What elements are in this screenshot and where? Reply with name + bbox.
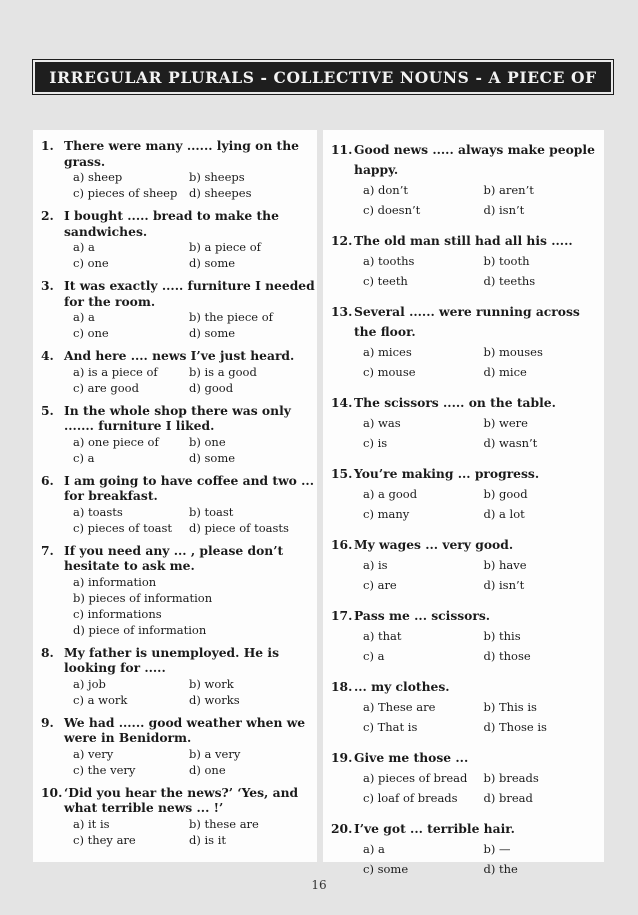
options-row — [73, 520, 317, 536]
answer-option: a) information — [73, 574, 157, 589]
answer-option: d) mice — [483, 365, 527, 379]
answer-option: d) some — [189, 450, 236, 465]
answer-option: c) some — [363, 862, 409, 876]
question-number: 5. — [41, 402, 54, 418]
answer-option: b) tooth — [483, 254, 530, 268]
answer-options — [331, 484, 604, 524]
answer-options — [41, 574, 317, 638]
question-text — [41, 138, 317, 169]
answer-option: c) mouse — [363, 365, 416, 379]
options-row — [73, 325, 317, 341]
answer-option: b) have — [483, 558, 527, 572]
answer-option: b) breads — [483, 771, 539, 785]
question-prompt: There were many ...... lying on the grass. — [64, 138, 299, 169]
question-text — [331, 302, 604, 342]
question-number: 7. — [41, 542, 54, 558]
question-item — [331, 819, 604, 879]
options-row — [73, 692, 317, 708]
question-item — [331, 606, 604, 666]
question-number: 16. — [331, 537, 353, 552]
answer-option: a) a — [363, 842, 385, 856]
question-text — [41, 645, 317, 676]
answer-option: c) a — [363, 649, 385, 663]
answer-option: b) toast — [189, 504, 234, 519]
options-row — [363, 200, 604, 220]
options-row — [73, 380, 317, 396]
question-text — [331, 535, 604, 555]
answer-option: c) teeth — [363, 274, 408, 288]
options-row — [363, 504, 604, 524]
question-item — [41, 715, 317, 778]
question-item — [331, 535, 604, 595]
answer-options — [331, 342, 604, 382]
question-text — [41, 348, 317, 364]
answer-option: d) some — [189, 326, 236, 340]
question-number: 9. — [41, 714, 54, 730]
question-number: 12. — [331, 233, 353, 248]
answer-option: a) mices — [363, 345, 412, 359]
question-text — [331, 140, 604, 180]
options-row — [73, 255, 317, 271]
question-number: 3. — [41, 278, 54, 293]
options-row — [363, 839, 604, 859]
answer-option: c) are — [363, 578, 397, 592]
answer-option: d) sheepes — [189, 186, 252, 200]
answer-option: d) piece of toasts — [189, 520, 289, 535]
answer-option: c) loaf of breads — [363, 791, 458, 805]
answer-option: a) it is — [73, 816, 110, 831]
question-text — [331, 748, 604, 768]
question-item — [331, 464, 604, 524]
question-prompt: The scissors ..... on the table. — [354, 395, 556, 410]
options-row — [73, 762, 317, 778]
options-row — [363, 626, 604, 646]
answer-option: b) is a good — [189, 364, 257, 379]
left-column — [33, 130, 317, 862]
question-text — [41, 403, 317, 434]
answer-options — [331, 251, 604, 291]
answer-option: d) bread — [483, 791, 533, 805]
question-number: 19. — [331, 750, 353, 765]
options-row — [363, 555, 604, 575]
options-row — [363, 180, 604, 200]
question-item — [331, 231, 604, 291]
question-number: 2. — [41, 208, 54, 223]
answer-options — [331, 839, 604, 879]
right-column — [323, 130, 604, 876]
question-prompt: Pass me ... scissors. — [354, 608, 491, 623]
question-prompt: I bought ..... bread to make the sandwiches. — [64, 208, 279, 239]
options-row — [73, 504, 317, 520]
answer-option: c) one — [73, 256, 109, 270]
question-number: 17. — [331, 608, 353, 623]
question-number: 18. — [331, 679, 353, 694]
answer-options — [41, 816, 317, 848]
question-item — [331, 393, 604, 453]
question-text — [41, 785, 317, 816]
question-number: 4. — [41, 348, 54, 363]
options-row — [363, 251, 604, 271]
question-item — [331, 748, 604, 808]
question-text — [41, 543, 317, 574]
answer-option: d) piece of information — [73, 622, 207, 637]
answer-option: a) sheep — [73, 170, 123, 184]
answer-option: b) good — [483, 487, 528, 501]
answer-option: a) job — [73, 676, 106, 691]
answer-option: d) some — [189, 256, 236, 270]
answer-option: a) very — [73, 746, 114, 761]
answer-options — [41, 746, 317, 778]
answer-option: c) That is — [363, 720, 418, 734]
options-row — [73, 239, 317, 255]
options-row — [73, 450, 317, 466]
answer-options — [41, 309, 317, 341]
question-item — [41, 138, 317, 201]
answer-option: c) is — [363, 436, 388, 450]
question-prompt: In the whole shop there was only ....... furniture I liked. — [64, 402, 291, 433]
answer-option: d) those — [483, 649, 531, 663]
question-prompt: I am going to have coffee and two ... for breakfast. — [64, 472, 314, 503]
question-item — [331, 677, 604, 737]
answer-options — [41, 434, 317, 466]
question-prompt: Several ...... were running across the floor. — [354, 304, 580, 339]
answer-option: a) that — [363, 629, 402, 643]
answer-option: a) is a piece of — [73, 364, 158, 379]
question-number: 15. — [331, 466, 353, 481]
question-prompt: And here .... news I’ve just heard. — [64, 348, 295, 363]
question-number: 11. — [331, 142, 353, 157]
question-text — [41, 278, 317, 309]
options-row — [73, 832, 317, 848]
options-row — [363, 575, 604, 595]
question-item — [331, 302, 604, 382]
options-row — [363, 433, 604, 453]
answer-option: c) a — [73, 450, 95, 465]
answer-option: b) mouses — [483, 345, 543, 359]
options-row — [363, 413, 604, 433]
question-number: 6. — [41, 472, 54, 488]
question-prompt: ... my clothes. — [354, 679, 450, 694]
answer-option: b) the piece of — [189, 310, 273, 324]
question-item — [41, 208, 317, 271]
answer-option: b) one — [189, 434, 226, 449]
question-prompt: Give me those ... — [354, 750, 469, 765]
question-prompt: I’ve got ... terrible hair. — [354, 821, 515, 836]
answer-option: b) sheeps — [189, 170, 245, 184]
answer-option: a) a — [73, 310, 95, 324]
answer-option: b) were — [483, 416, 528, 430]
answer-option: c) pieces of sheep — [73, 186, 178, 200]
page-number: 16 — [311, 878, 327, 892]
answer-option: d) the — [483, 862, 518, 876]
answer-options — [331, 180, 604, 220]
page-title: IRREGULAR PLURALS - COLLECTIVE NOUNS - A PIECE OF — [33, 60, 613, 94]
question-text — [331, 819, 604, 839]
answer-option: a) was — [363, 416, 401, 430]
answer-option: d) good — [189, 380, 234, 395]
answer-options — [331, 555, 604, 595]
question-prompt: Good news ..... always make people happy. — [354, 142, 595, 177]
answer-options — [41, 676, 317, 708]
question-item — [41, 348, 317, 396]
question-number: 14. — [331, 395, 353, 410]
answer-option: a) don’t — [363, 183, 408, 197]
options-row — [363, 646, 604, 666]
options-row — [363, 859, 604, 879]
answer-options — [41, 504, 317, 536]
question-item — [331, 140, 604, 220]
answer-option: d) is it — [189, 832, 227, 847]
question-prompt: My wages ... very good. — [354, 537, 514, 552]
answer-option: d) teeths — [483, 274, 536, 288]
options-row — [363, 484, 604, 504]
answer-option: a) a — [73, 240, 95, 254]
options-row — [73, 364, 317, 380]
question-text — [41, 715, 317, 746]
question-text — [41, 473, 317, 504]
answer-option: a) These are — [363, 700, 436, 714]
answer-option: b) these are — [189, 816, 259, 831]
answer-options — [41, 364, 317, 396]
question-item — [41, 403, 317, 466]
answer-options — [41, 239, 317, 271]
answer-option: a) toasts — [73, 504, 123, 519]
answer-option: a) a good — [363, 487, 418, 501]
answer-options — [331, 697, 604, 737]
answer-option: c) they are — [73, 832, 136, 847]
answer-option: c) doesn’t — [363, 203, 421, 217]
answer-option: b) aren’t — [483, 183, 534, 197]
question-item — [41, 645, 317, 708]
options-row — [363, 717, 604, 737]
answer-option: b) work — [189, 676, 234, 691]
question-prompt: You’re making ... progress. — [354, 466, 540, 481]
question-prompt: My father is unemployed. He is looking for ..... — [64, 644, 280, 675]
question-text — [331, 606, 604, 626]
question-prompt: We had ...... good weather when we were in Benidorm. — [64, 714, 306, 745]
answer-option: a) is — [363, 558, 388, 572]
question-number: 20. — [331, 821, 353, 836]
answer-option: d) Those is — [483, 720, 547, 734]
question-text — [331, 464, 604, 484]
answer-options — [331, 626, 604, 666]
question-prompt: If you need any ... , please don’t hesitate to ask me. — [64, 542, 284, 573]
answer-option: d) isn’t — [483, 203, 525, 217]
answer-option: d) one — [189, 762, 226, 777]
answer-options — [41, 169, 317, 201]
options-row — [73, 676, 317, 692]
question-text — [331, 393, 604, 413]
answer-option: a) pieces of bread — [363, 771, 468, 785]
answer-options — [331, 768, 604, 808]
answer-option: c) informations — [73, 606, 162, 621]
answer-option: b) this — [483, 629, 521, 643]
answer-option: a) one piece of — [73, 434, 159, 449]
question-number: 10. — [41, 784, 63, 800]
question-number: 13. — [331, 304, 353, 319]
options-row — [363, 768, 604, 788]
answer-option: b) — — [483, 842, 511, 856]
answer-option: d) wasn’t — [483, 436, 538, 450]
options-row — [363, 697, 604, 717]
answer-option: b) This is — [483, 700, 537, 714]
options-row — [73, 746, 317, 762]
answer-option: b) a very — [189, 746, 241, 761]
answer-option: c) pieces of toast — [73, 520, 172, 535]
question-prompt: It was exactly ..... furniture I needed for the room. — [64, 278, 315, 309]
options-row — [363, 362, 604, 382]
answer-options — [331, 413, 604, 453]
answer-option: c) a work — [73, 692, 128, 707]
answer-option: b) pieces of information — [73, 590, 213, 605]
options-row — [363, 342, 604, 362]
answer-option: b) a piece of — [189, 240, 261, 254]
question-number: 8. — [41, 644, 54, 660]
question-number: 1. — [41, 138, 54, 153]
answer-option: c) the very — [73, 762, 136, 777]
options-row — [73, 169, 317, 185]
answer-option: d) a lot — [483, 507, 525, 521]
options-row — [363, 271, 604, 291]
options-row — [73, 309, 317, 325]
question-item — [41, 278, 317, 341]
answer-option: d) isn’t — [483, 578, 525, 592]
options-row — [73, 816, 317, 832]
question-text — [41, 208, 317, 239]
question-prompt: ‘Did you hear the news?’ ‘Yes, and what terrible news ... !’ — [64, 784, 299, 815]
options-row — [73, 185, 317, 201]
question-item — [41, 473, 317, 536]
question-item — [41, 543, 317, 638]
answer-option: a) tooths — [363, 254, 415, 268]
question-prompt: The old man still had all his ..... — [354, 233, 573, 248]
question-item — [41, 785, 317, 848]
question-text — [331, 677, 604, 697]
question-text — [331, 231, 604, 251]
answer-option: c) are good — [73, 380, 139, 395]
answer-option: c) one — [73, 326, 109, 340]
options-row — [73, 434, 317, 450]
options-row — [363, 788, 604, 808]
answer-option: c) many — [363, 507, 410, 521]
answer-option: d) works — [189, 692, 240, 707]
